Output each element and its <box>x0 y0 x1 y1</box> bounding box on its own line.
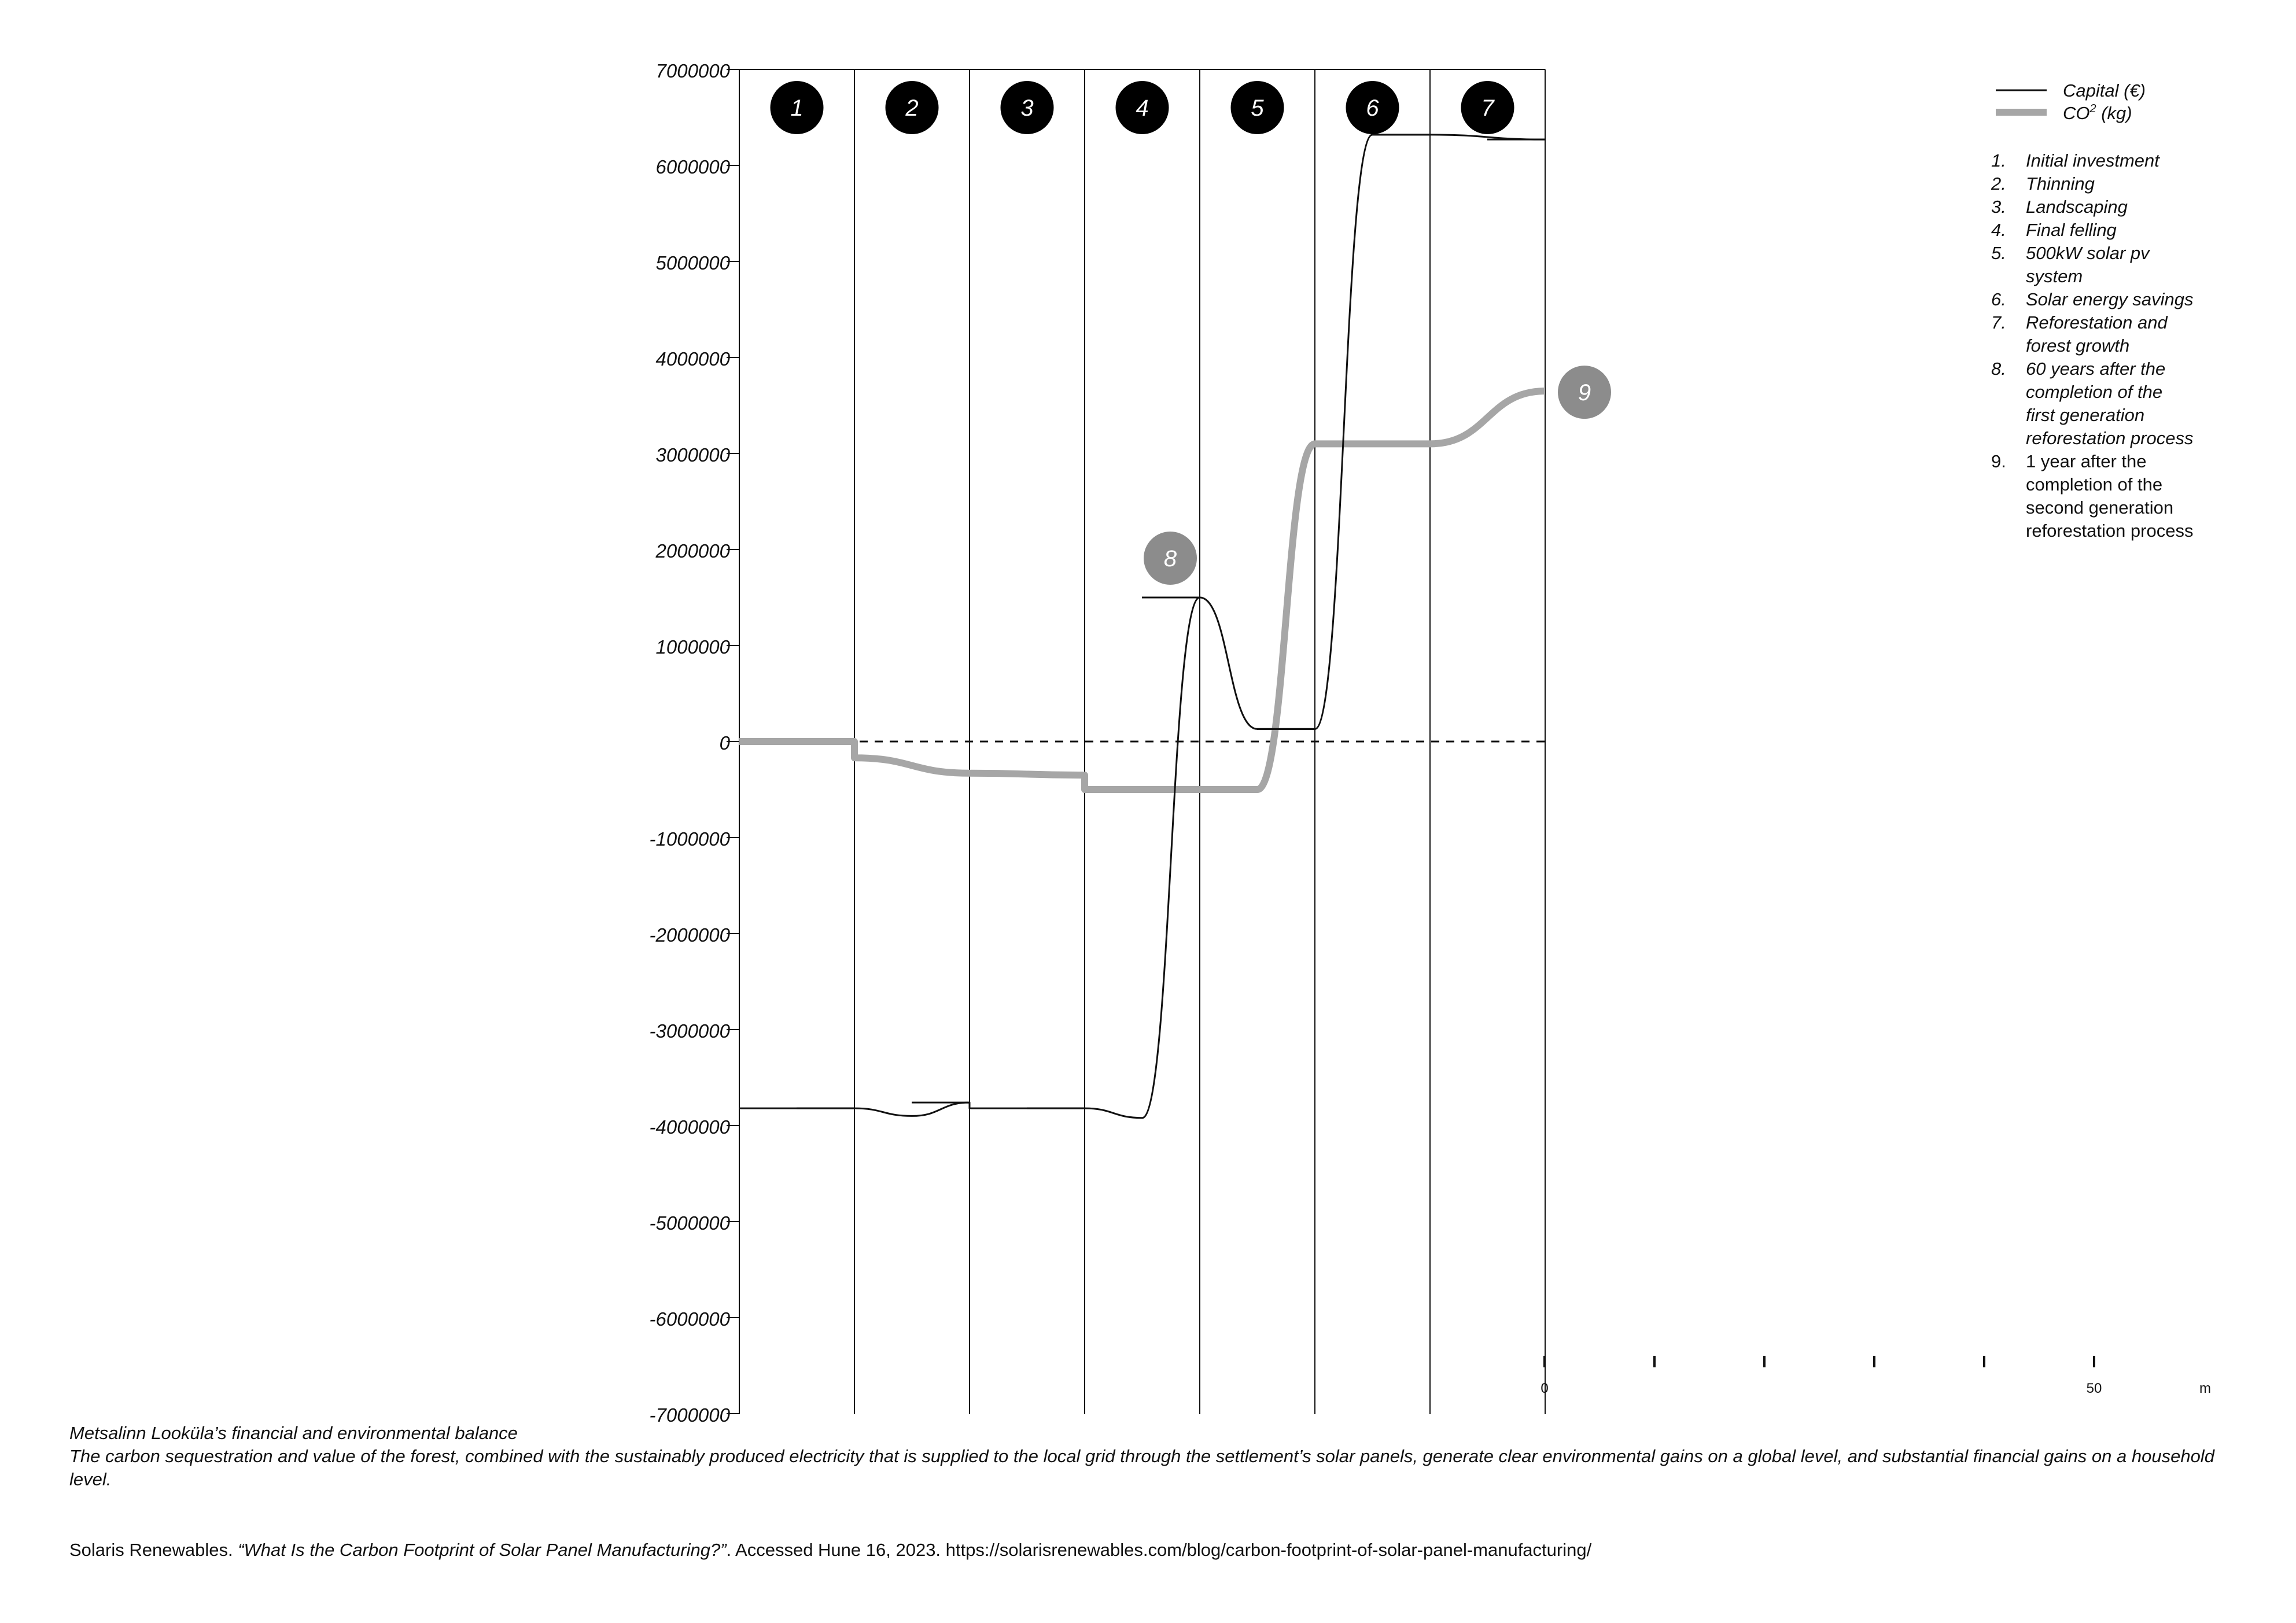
marker-badge-label: 9 <box>1578 380 1591 406</box>
legend-item-text: reforestation process <box>2026 428 2194 448</box>
co2-line <box>739 391 1545 790</box>
legend-item-text: Initial investment <box>2026 150 2159 171</box>
marker-badge-label: 8 <box>1163 546 1177 571</box>
stage-badge-label: 6 <box>1366 95 1379 121</box>
scale-bar <box>1541 1356 2211 1396</box>
legend-item-text: 60 years after the <box>2026 359 2166 379</box>
legend-item-text: completion of the <box>2026 474 2163 495</box>
legend-item-text: reforestation process <box>2026 521 2194 541</box>
legend-item-text: Solar energy savings <box>2026 289 2194 309</box>
legend-item-number: 8. <box>1991 359 2006 379</box>
y-tick-label: -2000000 <box>649 924 730 946</box>
legend-item-text: second generation <box>2026 497 2174 518</box>
y-tick-label: -3000000 <box>649 1020 730 1042</box>
legend-item-text: 1 year after the <box>2026 451 2147 471</box>
legend-item-number: 5. <box>1991 243 2006 263</box>
legend-item-text: Reforestation and <box>2026 312 2168 333</box>
y-tick-label: 4000000 <box>655 348 730 370</box>
legend-item-number: 9. <box>1991 451 2006 471</box>
legend-item-number: 7. <box>1991 312 2006 333</box>
stage-badge-label: 2 <box>905 95 919 121</box>
stage-badge-label: 5 <box>1251 95 1264 121</box>
y-tick-label: 5000000 <box>655 252 730 274</box>
y-tick-label: -1000000 <box>649 828 730 850</box>
legend-item-number: 6. <box>1991 289 2006 309</box>
legend-item-number: 4. <box>1991 220 2006 240</box>
legend-item-text: forest growth <box>2026 335 2130 356</box>
citation-rest: . Accessed Hune 16, 2023. https://solarisrenewables.com/blog/carbon-footprint-of-solar-panel-manufacturing/ <box>726 1540 1592 1560</box>
stage-badge-label: 7 <box>1481 95 1494 121</box>
legend-item-text: Final felling <box>2026 220 2117 240</box>
legend-co2-label: $CO^2$ (kg) <box>2063 102 2132 123</box>
legend-item-text: 500kW solar pv <box>2026 243 2150 263</box>
capital-line <box>739 135 1545 1118</box>
legend-item-text: system <box>2026 266 2083 286</box>
stage-badge-label: 3 <box>1020 95 1034 121</box>
y-tick-label: -7000000 <box>649 1404 730 1426</box>
stage-badge-label: 1 <box>790 95 804 121</box>
citation-title: “What Is the Carbon Footprint of Solar Panel Manufacturing?” <box>238 1540 727 1560</box>
stage-badge-label: 4 <box>1136 95 1149 121</box>
y-tick-label: -4000000 <box>649 1116 730 1138</box>
series-capital <box>739 135 1545 1118</box>
markers <box>1144 366 1611 585</box>
scale-label-unit: m <box>2199 1381 2211 1396</box>
y-tick-label: 0 <box>719 732 730 754</box>
stage-badges <box>771 81 1514 134</box>
y-tick-label: -6000000 <box>649 1308 730 1330</box>
y-tick-label: 2000000 <box>655 540 730 562</box>
y-tick-label: 1000000 <box>655 636 730 658</box>
legend <box>1991 80 2194 541</box>
citation <box>69 1539 2233 1562</box>
legend-item-number: 1. <box>1991 150 2006 171</box>
legend-item-text: Landscaping <box>2026 197 2128 217</box>
legend-capital-label: Capital (€) <box>2063 80 2146 101</box>
y-tick-label: 3000000 <box>655 444 730 466</box>
legend-list <box>1991 150 2194 541</box>
legend-item-text: Thinning <box>2026 174 2095 194</box>
y-tick-label: -5000000 <box>649 1212 730 1234</box>
y-tick-label: 7000000 <box>655 60 730 82</box>
caption-body: The carbon sequestration and value of the forest, combined with the sustainably produced electricity that is supplied to the local grid through the settlement’s solar panels, generate clear environmental gains on a global level, and substantial financial gains on a household level. <box>69 1446 2214 1489</box>
scale-label-start: 0 <box>1541 1381 1549 1396</box>
scale-label-mid: 50 <box>2086 1381 2102 1396</box>
legend-item-text: first generation <box>2026 405 2145 425</box>
citation-author: Solaris Renewables. <box>69 1540 238 1560</box>
legend-item-number: 3. <box>1991 197 2006 217</box>
legend-item-text: completion of the <box>2026 382 2163 402</box>
caption-title: Metsalinn Looküla’s financial and environmental balance <box>69 1423 518 1443</box>
legend-item-number: 2. <box>1991 174 2006 194</box>
y-tick-label: 6000000 <box>655 156 730 178</box>
series-co2 <box>739 391 1545 790</box>
y-axis <box>650 60 739 1426</box>
